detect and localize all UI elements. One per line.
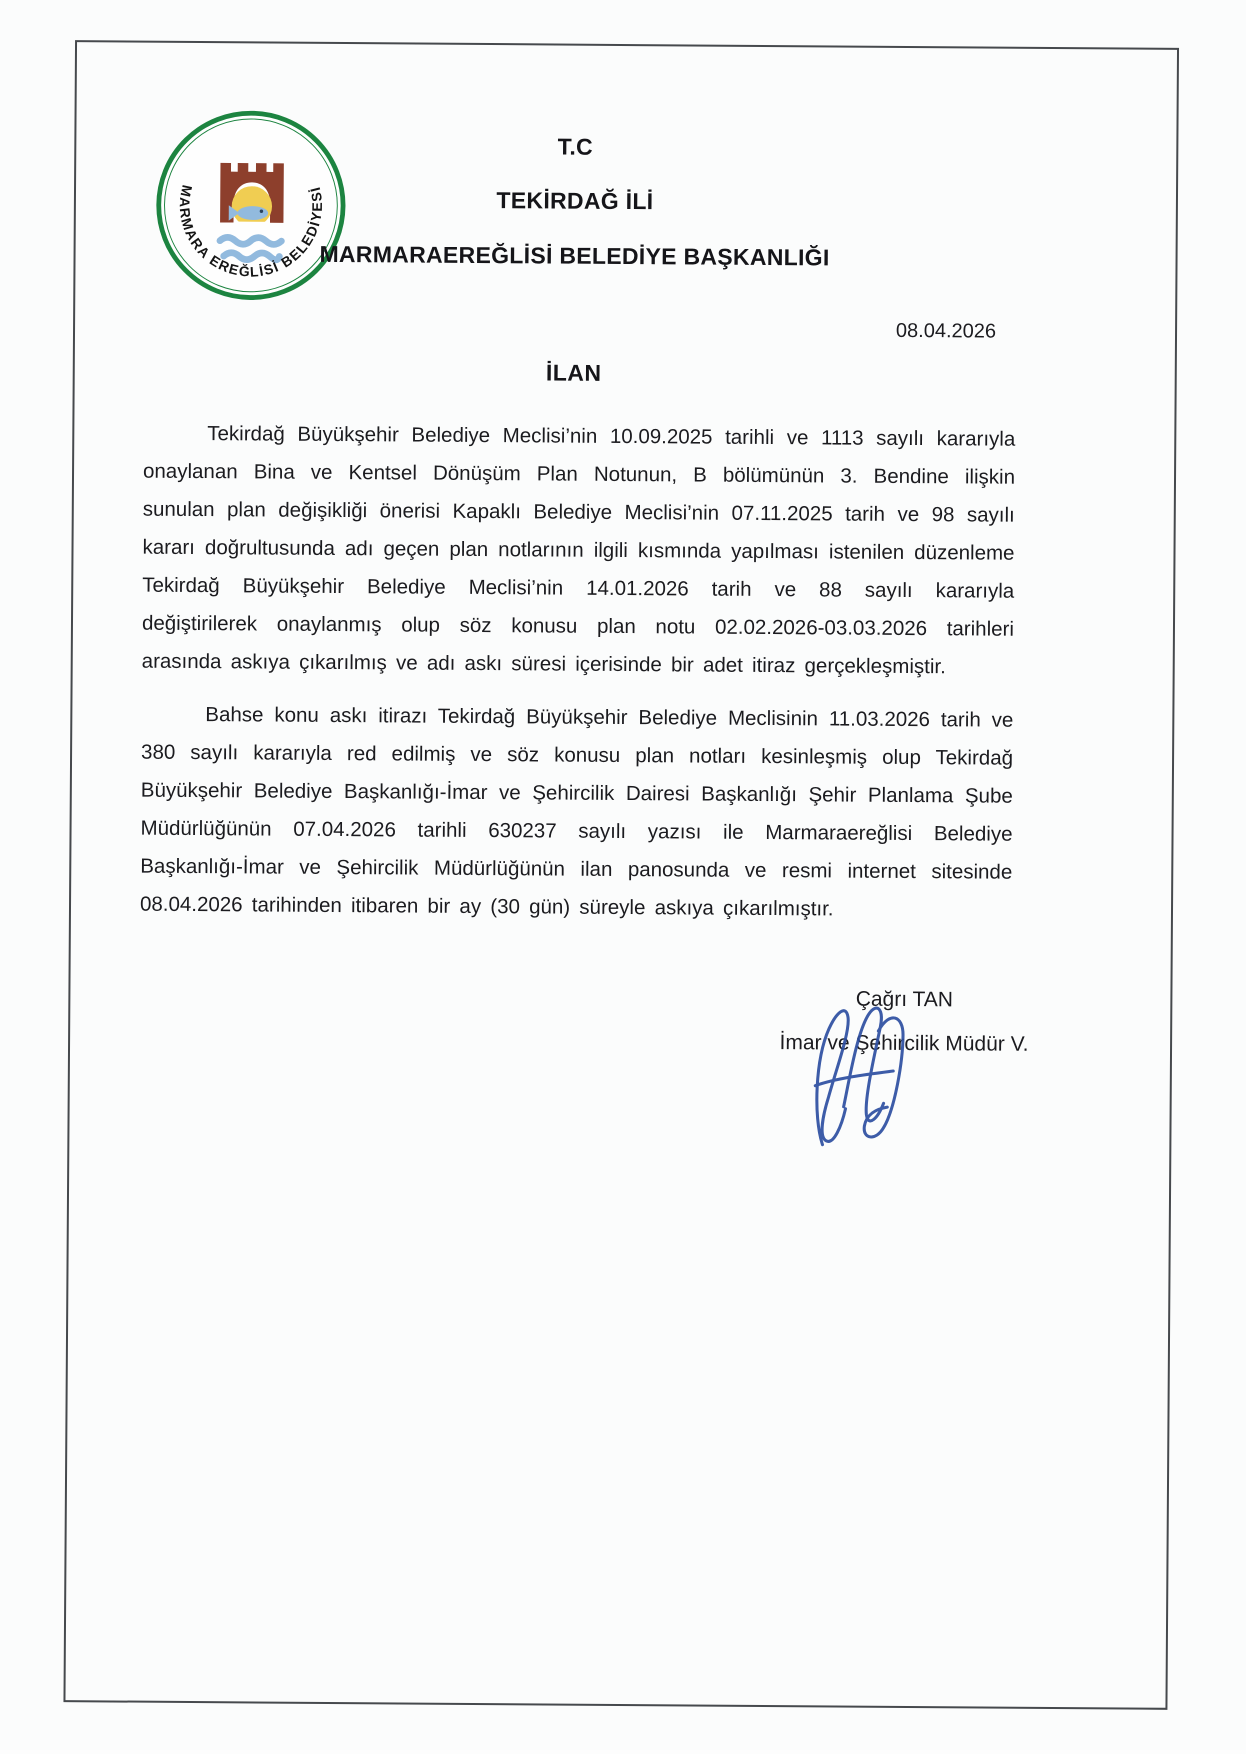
paragraph-2: Bahse konu askı itirazı Tekirdağ Büyükşehir Belediye Meclisinin 11.03.2026 tarih ve 380 sayılı kararıyla red edilmiş ve söz konusu plan notları kesinleşmiş olup Tekirdağ Büyükşehir Belediye Başkanlığı-İmar ve Şehircilik Dairesi Başkanlığı Şehir Planlama Şube Müdürlüğünün 07.04.2026 tarihli 630237 sayılı yazısı ile Marmaraereğlisi Belediye Başkanlığı-İmar ve Şehircilik Müdürlüğünün ilan panosunda ve resmi internet sitesinde 08.04.2026 tarihinden itibaren bir ay (30 gün) süreyle askıya çıkarılmıştır. bbox=[139, 703, 1014, 921]
document-date: 08.04.2026 bbox=[895, 319, 997, 343]
letterhead-municipality: MARMARAEREĞLİSİ BELEDİYE BAŞKANLIĞI bbox=[319, 240, 830, 271]
letterhead bbox=[144, 131, 1005, 273]
signer-name: Çağrı TAN bbox=[855, 987, 954, 1012]
document-body bbox=[140, 415, 1016, 945]
document-title: İLAN bbox=[545, 359, 602, 386]
letterhead-republic: T.C bbox=[557, 133, 594, 160]
seal-ring-text: MARMARA EREĞLİSİ BELEDİYESİ bbox=[176, 183, 326, 280]
letterhead-province: TEKİRDAĞ İLİ bbox=[496, 187, 654, 215]
paragraph-1: Tekirdağ Büyükşehir Belediye Meclisi’nin 10.09.2025 tarihli ve 1113 sayılı kararıyla onaylanan Bina ve Kentsel Dönüşüm Plan Notunun, B bölümünün 3. Bendine ilişkin sunulan plan değişikliği önerisi Kapaklı Belediye Meclisi’nin 07.11.2025 tarih ve 98 sayılı kararı doğrultusunda adı geçen plan notlarının ilgili kısmında yapılması istenilen düzenleme Tekirdağ Büyükşehir Belediye Meclisi’nin 14.01.2026 tarih ve 88 sayılı kararıyla değiştirilerek onaylanmış olup söz konusu plan notu 02.02.2026-03.03.2026 tarihleri arasında askıya çıkarılmış ve adı askı süresi içerisinde bir adet itiraz gerçekleşmiştir. bbox=[141, 422, 1016, 679]
signature-block bbox=[739, 985, 1069, 1059]
signer-role: İmar ve Şehircilik Müdür V. bbox=[779, 1031, 1029, 1056]
